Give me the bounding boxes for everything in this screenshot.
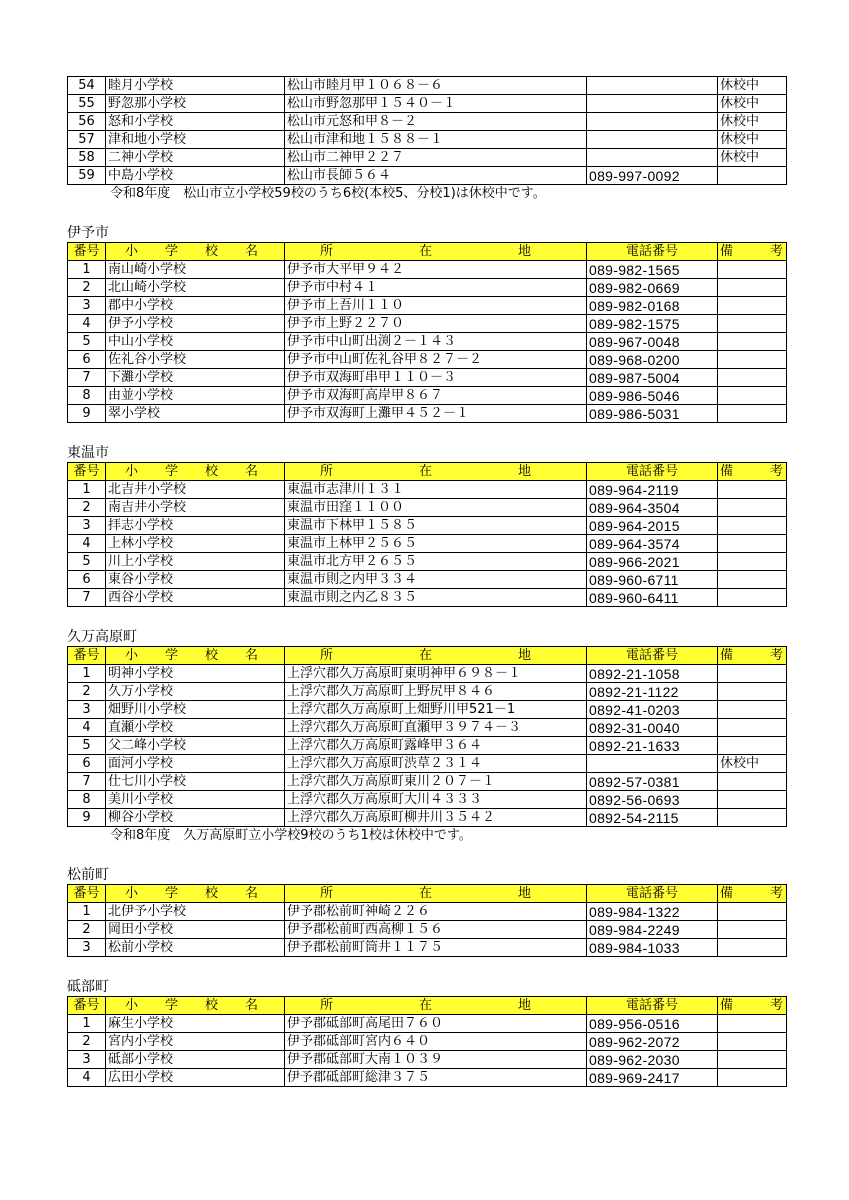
school-name: 南吉井小学校 [106,499,285,517]
table-row [68,903,787,921]
school-table [67,462,796,607]
remark [718,387,787,405]
remark [718,571,787,589]
remark [718,1033,787,1051]
row-number: 3 [68,297,106,315]
header-school-name: 小 学 校 名 [106,997,285,1015]
table-row [68,499,787,517]
remark [718,773,787,791]
school-address: 伊予市大平甲９４２ [285,261,587,279]
remark [718,553,787,571]
school-name: 直瀬小学校 [106,719,285,737]
remark [718,719,787,737]
table-row [68,1051,787,1069]
row-number: 58 [68,149,106,167]
header-number: 番号 [68,647,106,665]
remark: 休校中 [718,131,787,149]
remark [718,921,787,939]
phone-number: 0892-21-1122 [587,683,718,701]
remark [718,939,787,957]
table-row [68,553,787,571]
header-address: 所 在 地 [285,463,587,481]
region-section [67,628,796,845]
remark [718,297,787,315]
section-note: 令和8年度 松山市立小学校59校のうち6校(本校5、分校1)は休校中です。 [110,186,546,201]
header-phone: 電話番号 [587,647,718,665]
row-number: 4 [68,1069,106,1087]
remark [718,351,787,369]
row-number: 6 [68,571,106,589]
table-row [68,737,787,755]
remark [718,683,787,701]
remark [718,809,787,827]
row-number: 1 [68,903,106,921]
region-section [67,224,796,423]
school-address: 上浮穴郡久万高原町露峰甲３６４ [285,737,587,755]
row-number: 54 [68,77,106,95]
school-name: 西谷小学校 [106,589,285,607]
remark [718,1069,787,1087]
header-remarks: 備 考 [718,243,787,261]
phone-number: 089-986-5046 [587,387,718,405]
school-address: 伊予郡砥部町宮内６４０ [285,1033,587,1051]
header-school-name: 小 学 校 名 [106,647,285,665]
school-address: 上浮穴郡久万高原町直瀬甲３９７４－３ [285,719,587,737]
table-header-row [68,243,787,261]
remark [718,167,787,185]
school-address: 上浮穴郡久万高原町上野尻甲８４６ [285,683,587,701]
table-row [68,1069,787,1087]
table-row [68,351,787,369]
row-number: 5 [68,737,106,755]
school-name: 伊予小学校 [106,315,285,333]
region-title: 久万高原町 [67,629,137,645]
school-address: 東温市則之内甲３３４ [285,571,587,589]
table-row [68,571,787,589]
phone-number: 089-967-0048 [587,333,718,351]
header-school-name: 小 学 校 名 [106,243,285,261]
school-table [67,76,787,185]
school-name: 久万小学校 [106,683,285,701]
header-number: 番号 [68,243,106,261]
remark [718,369,787,387]
header-address: 所 在 地 [285,243,587,261]
remark [718,665,787,683]
school-address: 伊予郡松前町西高柳１５６ [285,921,587,939]
phone-number [587,149,718,167]
region-section [67,978,796,1087]
school-name: 面河小学校 [106,755,285,773]
phone-number [587,755,718,773]
school-name: 津和地小学校 [106,131,285,149]
remark: 休校中 [718,95,787,113]
school-address: 伊予市中山町出渕２－１４３ [285,333,587,351]
table-row [68,921,787,939]
row-number: 2 [68,279,106,297]
row-number: 8 [68,791,106,809]
phone-number: 089-964-3574 [587,535,718,553]
table-row [68,261,787,279]
remark [718,737,787,755]
school-address: 伊予郡松前町神崎２２６ [285,903,587,921]
row-number: 6 [68,351,106,369]
phone-number: 0892-41-0203 [587,701,718,719]
table-row [68,683,787,701]
school-name: 由並小学校 [106,387,285,405]
row-number: 1 [68,665,106,683]
region-title: 松前町 [67,867,109,883]
school-name: 中島小学校 [106,167,285,185]
row-number: 4 [68,719,106,737]
table-row [68,95,787,113]
phone-number: 089-984-1033 [587,939,718,957]
header-remarks: 備 考 [718,647,787,665]
table-row [68,1033,787,1051]
school-name: 中山小学校 [106,333,285,351]
school-address: 上浮穴郡久万高原町上畑野川甲521－1 [285,701,587,719]
region-title: 東温市 [67,445,109,461]
row-number: 5 [68,553,106,571]
school-address: 上浮穴郡久万高原町東川２０７－１ [285,773,587,791]
header-remarks: 備 考 [718,885,787,903]
table-row [68,149,787,167]
row-number: 57 [68,131,106,149]
remark [718,535,787,553]
header-address: 所 在 地 [285,647,587,665]
table-row [68,405,787,423]
row-number: 4 [68,535,106,553]
remark [718,261,787,279]
school-name: 睦月小学校 [106,77,285,95]
school-name: 郡中小学校 [106,297,285,315]
school-address: 松山市元怒和甲８－２ [285,113,587,131]
row-number: 3 [68,1051,106,1069]
table-row [68,167,787,185]
school-name: 砥部小学校 [106,1051,285,1069]
phone-number: 089-997-0092 [587,167,718,185]
school-address: 伊予市上野２２７０ [285,315,587,333]
region-section [67,866,796,957]
phone-number: 0892-21-1058 [587,665,718,683]
row-number: 2 [68,683,106,701]
row-number: 59 [68,167,106,185]
school-name: 麻生小学校 [106,1015,285,1033]
school-name: 北山崎小学校 [106,279,285,297]
table-row [68,589,787,607]
row-number: 9 [68,809,106,827]
row-number: 7 [68,773,106,791]
school-name: 川上小学校 [106,553,285,571]
table-row [68,297,787,315]
school-address: 伊予市双海町串甲１１０－３ [285,369,587,387]
school-name: 宮内小学校 [106,1033,285,1051]
table-row [68,535,787,553]
school-directory-page [67,76,796,1087]
row-number: 1 [68,1015,106,1033]
school-address: 東温市北方甲２６５５ [285,553,587,571]
header-phone: 電話番号 [587,997,718,1015]
school-name: 松前小学校 [106,939,285,957]
header-address: 所 在 地 [285,997,587,1015]
phone-number: 089-964-2015 [587,517,718,535]
row-number: 3 [68,939,106,957]
school-address: 松山市睦月甲１０６８－６ [285,77,587,95]
phone-number: 089-966-2021 [587,553,718,571]
header-remarks: 備 考 [718,463,787,481]
school-table [67,884,796,957]
table-row [68,701,787,719]
school-address: 東温市則之内乙８３５ [285,589,587,607]
remark [718,315,787,333]
phone-number: 0892-56-0693 [587,791,718,809]
header-school-name: 小 学 校 名 [106,885,285,903]
row-number: 4 [68,315,106,333]
phone-number [587,131,718,149]
header-remarks: 備 考 [718,997,787,1015]
school-name: 二神小学校 [106,149,285,167]
phone-number: 089-968-0200 [587,351,718,369]
header-phone: 電話番号 [587,463,718,481]
school-address: 伊予市双海町上灘甲４５２－１ [285,405,587,423]
row-number: 2 [68,921,106,939]
school-name: 明神小学校 [106,665,285,683]
school-name: 翠小学校 [106,405,285,423]
row-number: 7 [68,589,106,607]
table-row [68,131,787,149]
remark [718,903,787,921]
school-name: 上林小学校 [106,535,285,553]
school-address: 伊予郡砥部町総津３７５ [285,1069,587,1087]
table-row [68,517,787,535]
phone-number: 089-987-5004 [587,369,718,387]
header-number: 番号 [68,997,106,1015]
remark [718,481,787,499]
phone-number: 0892-54-2115 [587,809,718,827]
phone-number: 089-982-1575 [587,315,718,333]
table-row [68,77,787,95]
table-row [68,481,787,499]
school-address: 伊予市中山町佐礼谷甲８２７－２ [285,351,587,369]
table-row [68,333,787,351]
phone-number: 089-964-3504 [587,499,718,517]
school-address: 松山市長師５６４ [285,167,587,185]
school-address: 東温市下林甲１５８５ [285,517,587,535]
school-name: 仕七川小学校 [106,773,285,791]
header-phone: 電話番号 [587,243,718,261]
section-note: 令和8年度 久万高原町立小学校9校のうち1校は休校中です。 [110,828,472,843]
school-name: 怒和小学校 [106,113,285,131]
school-address: 伊予市双海町高岸甲８６７ [285,387,587,405]
phone-number [587,113,718,131]
phone-number: 089-964-2119 [587,481,718,499]
remark [718,1015,787,1033]
row-number: 7 [68,369,106,387]
remark [718,333,787,351]
table-row [68,791,787,809]
school-address: 東温市田窪１１００ [285,499,587,517]
phone-number: 089-960-6711 [587,571,718,589]
phone-number: 0892-57-0381 [587,773,718,791]
phone-number: 089-962-2030 [587,1051,718,1069]
phone-number: 089-982-0669 [587,279,718,297]
row-number: 9 [68,405,106,423]
header-address: 所 在 地 [285,885,587,903]
remark [718,517,787,535]
region-section [67,444,796,607]
school-name: 野忽那小学校 [106,95,285,113]
table-header-row [68,647,787,665]
school-name: 南山崎小学校 [106,261,285,279]
region-title: 砥部町 [67,979,109,995]
remark [718,791,787,809]
table-row [68,387,787,405]
school-address: 伊予郡砥部町大南１０３９ [285,1051,587,1069]
row-number: 3 [68,701,106,719]
row-number: 6 [68,755,106,773]
table-row [68,755,787,773]
school-name: 美川小学校 [106,791,285,809]
school-name: 父二峰小学校 [106,737,285,755]
remark [718,589,787,607]
phone-number [587,95,718,113]
table-row [68,369,787,387]
table-row [68,939,787,957]
row-number: 1 [68,261,106,279]
school-address: 松山市野忽那甲１５４０－１ [285,95,587,113]
school-address: 松山市津和地１５８８－１ [285,131,587,149]
remark: 休校中 [718,77,787,95]
remark: 休校中 [718,113,787,131]
phone-number: 089-962-2072 [587,1033,718,1051]
region-section [67,76,787,203]
school-address: 東温市志津川１３１ [285,481,587,499]
region-title: 伊予市 [67,225,109,241]
phone-number: 089-982-1565 [587,261,718,279]
table-header-row [68,885,787,903]
school-name: 下灘小学校 [106,369,285,387]
table-row [68,809,787,827]
header-phone: 電話番号 [587,885,718,903]
phone-number: 089-969-2417 [587,1069,718,1087]
row-number: 2 [68,1033,106,1051]
school-table [67,996,796,1087]
remark [718,279,787,297]
school-address: 伊予市上吾川１１０ [285,297,587,315]
remark [718,1051,787,1069]
table-row [68,113,787,131]
remark [718,405,787,423]
row-number: 56 [68,113,106,131]
school-name: 佐礼谷小学校 [106,351,285,369]
school-name: 拝志小学校 [106,517,285,535]
phone-number: 089-982-0168 [587,297,718,315]
phone-number [587,77,718,95]
school-name: 北伊予小学校 [106,903,285,921]
school-address: 上浮穴郡久万高原町柳井川３５４２ [285,809,587,827]
school-name: 東谷小学校 [106,571,285,589]
remark [718,701,787,719]
school-table [67,646,796,827]
row-number: 55 [68,95,106,113]
row-number: 5 [68,333,106,351]
school-name: 畑野川小学校 [106,701,285,719]
phone-number: 0892-21-1633 [587,737,718,755]
table-row [68,1015,787,1033]
phone-number: 089-984-2249 [587,921,718,939]
remark: 休校中 [718,755,787,773]
table-row [68,665,787,683]
school-address: 上浮穴郡久万高原町渋草２３１４ [285,755,587,773]
school-address: 伊予郡砥部町高尾田７６０ [285,1015,587,1033]
phone-number: 089-986-5031 [587,405,718,423]
school-name: 柳谷小学校 [106,809,285,827]
table-header-row [68,997,787,1015]
phone-number: 089-960-6411 [587,589,718,607]
table-row [68,773,787,791]
school-name: 北吉井小学校 [106,481,285,499]
header-number: 番号 [68,885,106,903]
row-number: 8 [68,387,106,405]
school-address: 松山市二神甲２２７ [285,149,587,167]
school-name: 広田小学校 [106,1069,285,1087]
table-header-row [68,463,787,481]
phone-number: 0892-31-0040 [587,719,718,737]
row-number: 3 [68,517,106,535]
phone-number: 089-956-0516 [587,1015,718,1033]
phone-number: 089-984-1322 [587,903,718,921]
remark: 休校中 [718,149,787,167]
table-row [68,279,787,297]
table-row [68,719,787,737]
row-number: 2 [68,499,106,517]
table-row [68,315,787,333]
remark [718,499,787,517]
header-number: 番号 [68,463,106,481]
school-address: 伊予市中村４１ [285,279,587,297]
school-table [67,242,796,423]
school-address: 上浮穴郡久万高原町東明神甲６９８－１ [285,665,587,683]
header-school-name: 小 学 校 名 [106,463,285,481]
school-address: 上浮穴郡久万高原町大川４３３３ [285,791,587,809]
school-address: 東温市上林甲２５６５ [285,535,587,553]
school-address: 伊予郡松前町筒井１１７５ [285,939,587,957]
row-number: 1 [68,481,106,499]
school-name: 岡田小学校 [106,921,285,939]
